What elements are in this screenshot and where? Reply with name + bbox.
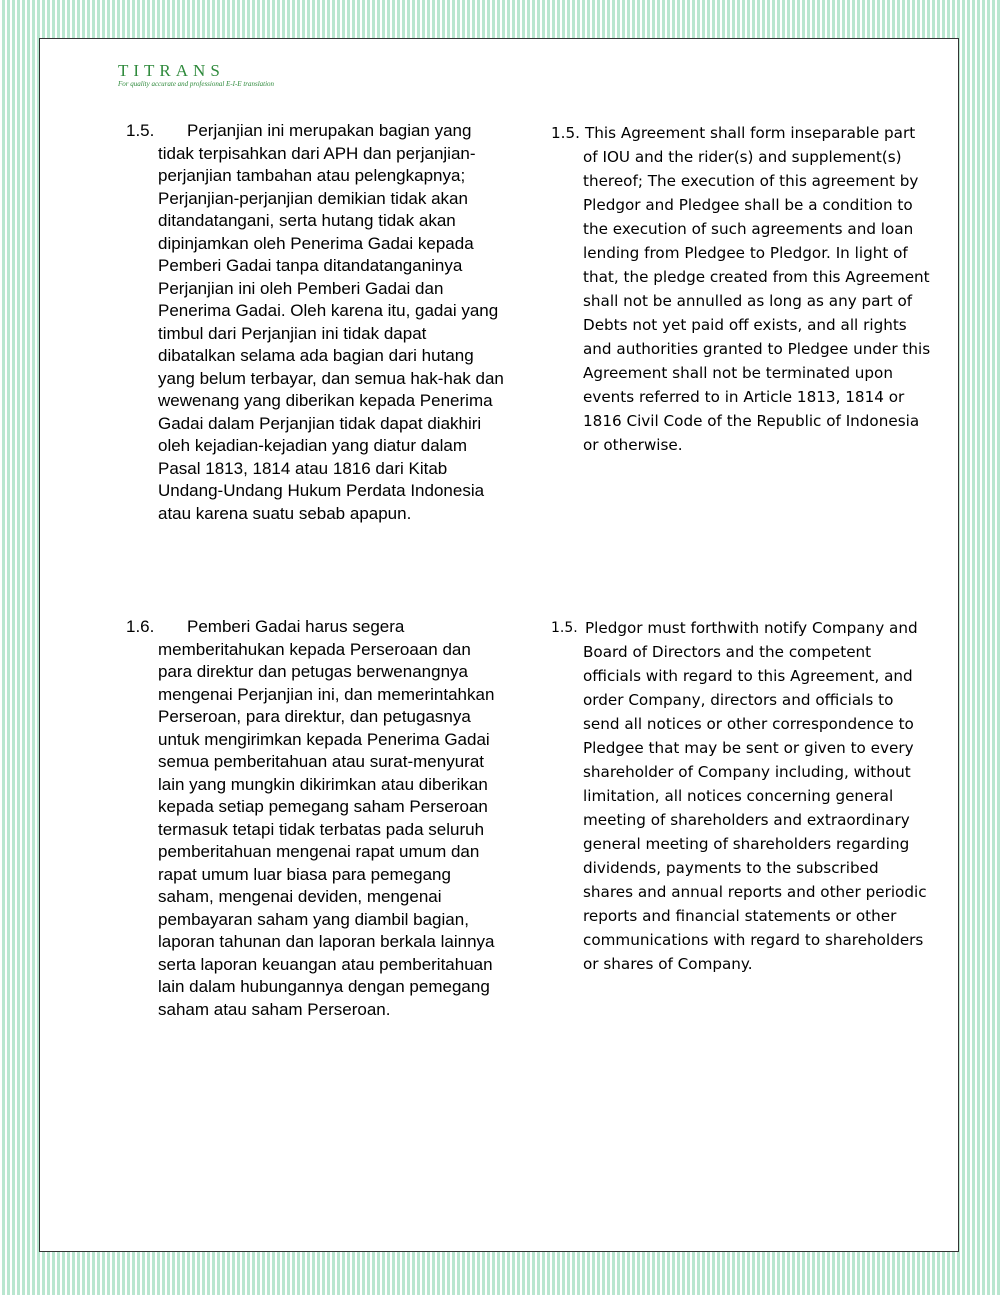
clause-text: Pemberi Gadai harus segera memberitahukan kepada Perseroaan dan para direktur dan petugas berwenangnya mengenai Perjanjian ini, dan memerintahkan Perseroan, para direktur, dan petugasnya untuk mengirimkan kepada Penerima Gadai semua pemberitahuan atau surat-menyurat lain yang mungkin dikirimkan atau diberikan kepada setiap pemegang saham Perseroan termasuk tetapi tidak terbatas pada seluruh pemberitahuan mengenai rapat umum dan rapat umum luar biasa para pemegang saham, mengenai deviden, mengenai pembayaran saham yang diambil bagian, laporan tahunan dan laporan berkala lainnya serta laporan keuangan atau pemberitahuan lain dalam hubungannya dengan pemegang saham atau saham Perseroan.	[158, 617, 495, 1019]
clause-paragraph	[126, 120, 508, 525]
clause-paragraph	[551, 121, 931, 457]
clause-number: 1.6.	[126, 617, 155, 636]
clause-number: 1.5.	[551, 620, 578, 636]
clause-text: Pledgor must forthwith notify Company and Board of Directors and the competent officials with regard to this Agreement, and order Company, directors and officials to send all notices or other correspondence to Pledgee that may be sent or given to every shareholder of Company including, without limitation, all notices concerning general meeting of shareholders and extraordinary general meeting of shareholders regarding dividends, payments to the subscribed shares and annual reports and other periodic reports and financial statements or other communications with regard to shareholders or shares of Company.	[583, 619, 927, 973]
clause-number: 1.5.	[126, 121, 155, 140]
clause-text: This Agreement shall form inseparable part of IOU and the rider(s) and supplement(s) thereof; The execution of this agreement by Pledgor and Pledgee shall be a condition to the execution of such agreements and loan lending from Pledgee to Pledgor. In light of that, the pledge created from this Agreement shall not be annulled as long as any part of Debts not yet paid off exists, and all rights and authorities granted to Pledgee under this Agreement shall not be terminated upon events referred to in Article 1813, 1814 or 1816 Civil Code of the Republic of Indonesia or otherwise.	[583, 124, 931, 454]
clause-1-6-indonesian	[126, 616, 508, 1021]
titrans-logo	[118, 62, 274, 89]
clause-1-5-indonesian	[126, 120, 508, 525]
clause-1-6-english	[551, 616, 931, 976]
clause-number: 1.5.	[551, 124, 580, 142]
clause-1-5-english	[551, 121, 931, 457]
clause-paragraph	[126, 616, 508, 1021]
clause-text: Perjanjian ini merupakan bagian yang tidak terpisahkan dari APH dan perjanjian-perjanjian tambahan atau pelengkapnya; Perjanjian-perjanjian demikian tidak akan ditandatangani, serta hutang tidak akan dipinjamkan oleh Penerima Gadai kepada Pemberi Gadai tanpa ditandatanganinya Perjanjian ini oleh Pemberi Gadai dan Penerima Gadai. Oleh karena itu, gadai yang timbul dari Perjanjian ini tidak dapat dibatalkan selama ada bagian dari hutang yang belum terbayar, dan semua hak-hak dan wewenang yang diberikan kepada Penerima Gadai dalam Perjanjian tidak dapat diakhiri oleh kejadian-kejadian yang diatur dalam Pasal 1813, 1814 atau 1816 dari Kitab Undang-Undang Hukum Perdata Indonesia atau karena suatu sebab apapun.	[158, 121, 504, 523]
clause-paragraph	[551, 616, 931, 976]
document-page	[39, 38, 959, 1252]
logo-tagline: For quality accurate and professional E-I-E translation	[118, 80, 275, 88]
logo-name: TITRANS	[118, 61, 225, 80]
